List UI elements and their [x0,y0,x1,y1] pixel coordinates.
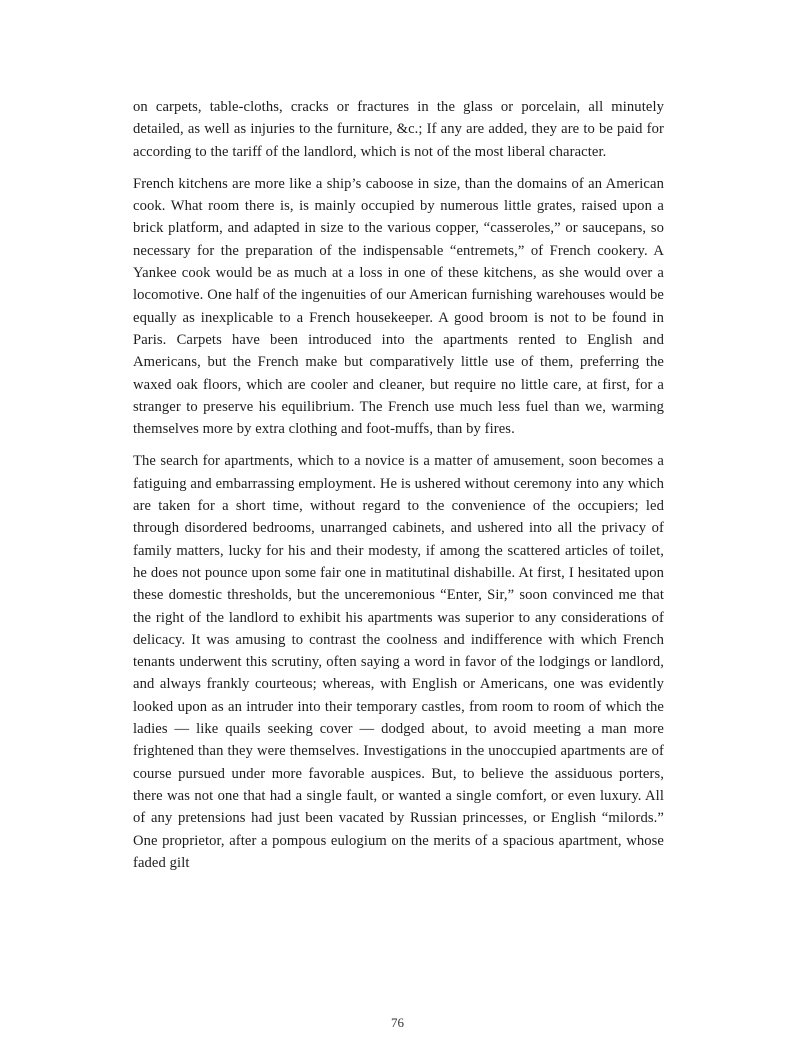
page-number: 76 [391,1015,404,1030]
paragraph-2: French kitchens are more like a ship’s caboose in size, than the domains of an American cook. What room there is, is mainly occupied by numerous little grates, raised upon a brick platform, and adapted in size to the various copper, “casseroles,” or saucepans, so necessary for the preparation of the indispensable “entremets,” of French cookery. A Yankee cook would be as much at a loss in one of these kitchens, as she would over a locomotive. One half of the ingenuities of our American furnishing warehouses would be equally as inexplicable to a French housekeeper. A good broom is not to be found in Paris. Carpets have been introduced into the apartments rented to English and Americans, but the French make but comparatively little use of them, preferring the waxed oak floors, which are cooler and cleaner, but require no little care, at first, for a stranger to preserve his equilibrium. The French use much less fuel than we, warming themselves more by extra clothing and foot-muffs, than by fires. [133,175,664,438]
page-text-block [133,96,664,884]
paragraph-1: on carpets, table-cloths, cracks or fractures in the glass or porcelain, all minutely detailed, as well as injuries to the furniture, &c.; If any are added, they are to be paid for according to the tariff of the landlord, which is not of the most liberal character. [133,99,664,160]
paragraph-3: The search for apartments, which to a novice is a matter of amusement, soon becomes a fatiguing and embarrassing employment. He is ushered without ceremony into any which are taken for a short time, without regard to the convenience of the occupiers; led through disordered bedrooms, unarranged cabinets, and ushered into all the privacy of family matters, lucky for his and their modesty, if among the scattered articles of toilet, he does not pounce upon some fair one in matitutinal dishabille. At first, I hesitated upon these domestic thresholds, but the unceremonious “Enter, Sir,” soon convinced me that the right of the landlord to exhibit his apartments was superior to any considerations of delicacy. It was amusing to contrast the coolness and indifference with which French tenants underwent this scrutiny, often saying a word in favor of the lodgings or landlord, and always frankly courteous; whereas, with English or Americans, one was evidently looked upon as an intruder into their temporary castles, from room to room of which the ladies — like quails seeking cover — dodged about, to avoid meeting a man more frightened than they were themselves. Investigations in the unoccupied apartments are of course pursued under more favorable auspices. But, to believe the assiduous porters, there was not one that had a single fault, or wanted a single comfort, or even luxury. All of any pretensions had just been vacated by Russian princesses, or English “milords.” One proprietor, after a pompous eulogium on the merits of a spacious apartment, whose faded gilt [133,453,664,871]
